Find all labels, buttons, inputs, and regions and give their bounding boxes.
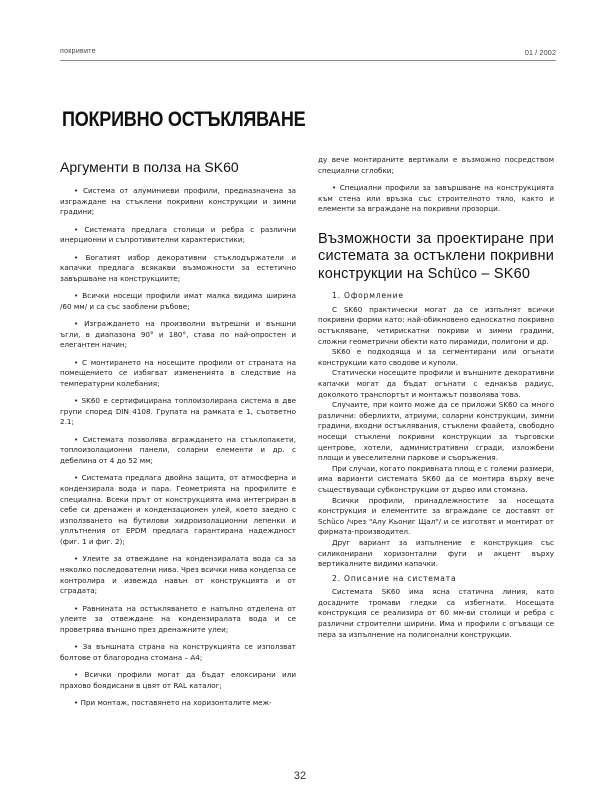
bullet-item: • Системата предлага двойна защита, от атмосферна и кондензирала вода и пара. Геометрията на профилите е специална. Всеки прът от конструкцията има интегриран в себе си дренажен и кондензационен улей, което заедно с използването на бутилови хидроизолационни лепенки и уплътнения от EPDM предлага гарантирана надеждност (фиг. 1 и фиг. 2); — [60, 473, 296, 546]
paragraph: Друг вариант за изпълнение е конструкция със силиконирани хоризонтални фуги и акцент върху вертикалните видими капачки. — [318, 537, 554, 569]
bullet-item: • Богатият избор декоративни стъклодържатели и капачки предлага всякакви възможности за естетично завършване на конструкциите; — [60, 252, 296, 283]
bullet-item: • Система от алуминиеви профили, предназначена за изграждане на стъклени покривни конструкции и зимни градини; — [60, 186, 296, 217]
bullet-item: • Специални профили за завършване на конструкцията към стена или връзка със строителното тяло, както и елементи за вграждане на покривни прозорци. — [318, 182, 554, 214]
paragraph: Всички профили, принадлежностите за носещата конструкция и елементите за вграждане се доставят от Schüco /чрез "Алу Кьониг Щал"/ и се изготвят и монтират от фирмата-производител. — [318, 495, 554, 537]
paragraph: При случаи, когато покривната площ е с големи размери, има варианти системата SK60 да се монтира върху вече съществуващи субконструкции от дърво или стомана. — [318, 463, 554, 494]
bullet-item: • С монтирането на носещите профили от страната на помещението се избягват измененията в следствие на температурни колебания; — [60, 357, 296, 388]
bullet-item: • Улеите за отвеждане на кондензиралата вода са за няколко последователни нива. Чрез всички нива кондenза се контролира и извежда навън от конструкцията и от сградата; — [60, 554, 296, 596]
page-number: 32 — [293, 770, 307, 782]
paragraph: С SK60 практически могат да се изпълнят всички покривни форми като: най-обикновено едноскатно покривно остъкляване, четирискатни покриви и зимни градини, сложни геометрични обекти като пирамиди, полигони и др. — [318, 304, 554, 346]
bullet-item: • При монтаж, поставянето на хоризонталите меж- — [74, 698, 272, 708]
left-column — [60, 158, 296, 716]
running-header — [60, 48, 556, 62]
paragraph: SK60 е подходяща и за сегментирани или огънати конструкции като сводове и куполи. — [318, 347, 554, 367]
bullet-item: • За външната страна на конструкцията се използват болтове от благородна стомана – A4; — [60, 642, 296, 662]
right-column — [318, 155, 554, 640]
bullet-item: • Равнината на остъкляването е напълно отделена от улеите за отвеждане на кондензиралата вода и се проветрява външно през дренажните улеи; — [60, 603, 296, 634]
bullet-continuation: ду вече монтираните вертикали е възможно посредством специални сглобки; — [318, 155, 554, 175]
subsection-heading-design: 1. Оформление — [332, 291, 404, 301]
bullet-item: • Изграждането на произволни вътрешни и външни ъгли, в диапазона 90° и 180°, става по най-опростен и елегантен начин; — [60, 319, 296, 350]
article-title: ПОКРИВНО ОСТЪКЛЯВАНЕ — [62, 108, 306, 131]
bullet-item: • Всички профили могат да бъдат елоксирани или прахово боядисани в цвят от RAL каталог; — [60, 670, 296, 690]
header-section-label: покривите — [60, 48, 96, 55]
header-rule — [60, 60, 556, 61]
bullet-item: • Системата позволява вграждането на стъклопакети, топлоизолационни панели, соларни елементи и др. с дебелина от 4 до 52 мм; — [60, 434, 296, 466]
bullet-item: • Всички носещи профили имат малка видима ширина /60 мм/ и са със заоблени ръбове; — [60, 291, 296, 311]
header-issue-label: 01 / 2002 — [524, 48, 556, 57]
bullet-item: • SK60 е сертифицирана топлоизолирана система в две групи според DIN 4108. Групата на рамката е 1, съответно 2.1; — [60, 396, 296, 427]
paragraph: Случаите, при които може да се приложи SK60 са много различни: оберлихти, атриуми, соларни конструкции, зимни градини, входни остъклявания, стъклени фоайета, свободно носещи стъклени покривни конструкции за търговски центрове, хотели, административни сгради, изложбени площи и увеселителни паркове и съоръжения. — [318, 400, 554, 463]
paragraph: Системата SK60 има ясна статична линия, като досадните тромави гледки са избегнати. Носещата конструкция се реализира от 60 мм-ви столици и ребра с различни строителни ширини. Има и профили с огъващи се пера за изпълнение на полигонални конструкции. — [318, 587, 554, 639]
paragraph: Статически носещите профили и външните декоративни капачки могат да бъдат огънати с еднакъв радиус, доколкото транспортът и монтажът позволява това. — [318, 368, 554, 399]
design-options-heading: Възможности за проектиране при системата за остъклени покривни конструкции на Schüco – SK60 — [318, 230, 554, 282]
bullet-item: • Системата предлага столици и ребра с различни инерционни и съпротивителни характеристики; — [60, 224, 296, 245]
arguments-heading: Аргументи в полза на SK60 — [60, 159, 239, 175]
subsection-heading-description: 2. Описание на системата — [332, 573, 457, 583]
